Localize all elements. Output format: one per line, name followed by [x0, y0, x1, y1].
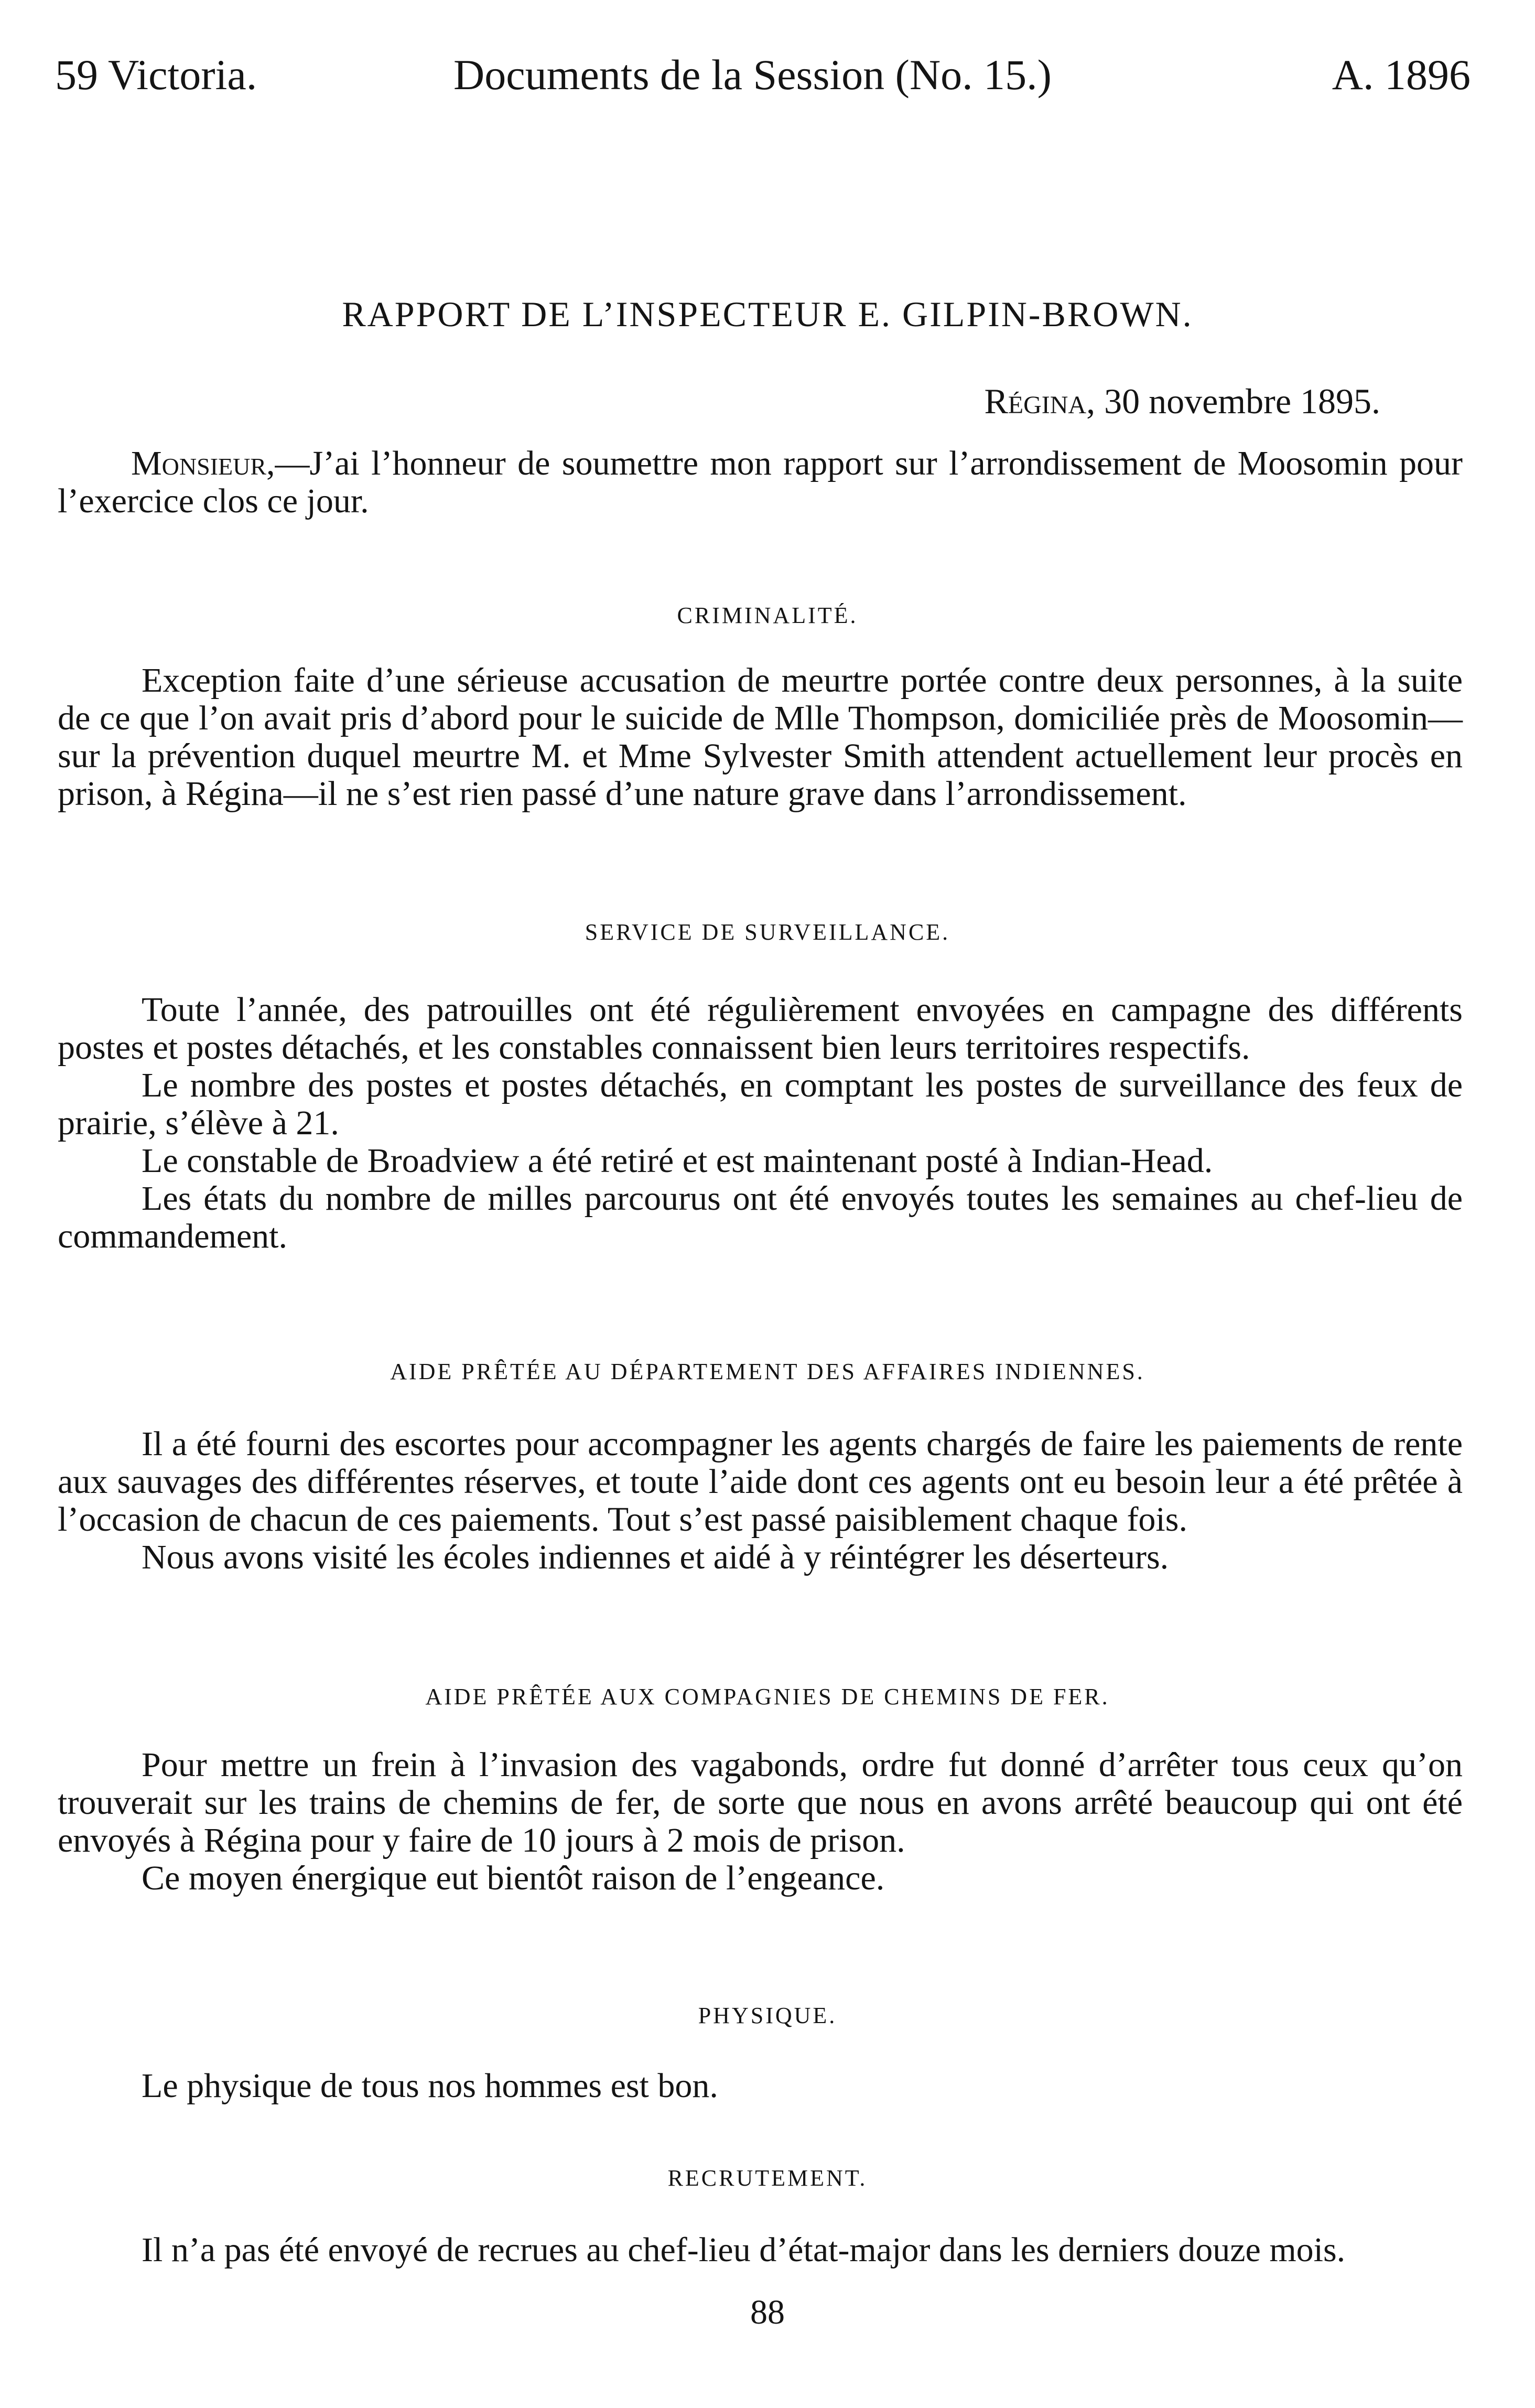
paragraph: Le physique de tous nos hommes est bon. [142, 2067, 718, 2105]
section-heading-surveillance: SERVICE DE SURVEILLANCE. [585, 919, 950, 945]
paragraph: Il a été fourni des escortes pour accompagner les agents chargés de faire les paiements de rente aux sauvages des différentes réserves, et toute l’aide dont ces agents ont eu besoin leur a été prêtée à l’occasion de chacun de ces paiements. Tout s’est passé paisiblement chaque fois. [58, 1425, 1463, 1539]
paragraph: Toute l’année, des patrouilles ont été régulièrement envoyées en campagne des différents postes et postes détachés, et les constables connaissent bien leurs territoires respectifs. [58, 991, 1463, 1067]
header-year: A. 1896 [1332, 51, 1471, 99]
paragraph: Le nombre des postes et postes détachés, en comptant les postes de surveillance des feux de prairie, s’élève à 21. [58, 1066, 1463, 1142]
section-body-surveillance [58, 991, 1463, 1255]
paragraph: Ce moyen énergique eut bientôt raison de l’engeance. [142, 1859, 885, 1897]
header-session: Documents de la Session (No. 15.) [453, 51, 1052, 99]
running-header [55, 50, 1471, 113]
dateline [984, 381, 1380, 422]
paragraph: Nous avons visité les écoles indiennes et aidé à y réintégrer les déserteurs. [142, 1538, 1169, 1576]
section-body-physique [58, 2067, 1463, 2105]
section-body-affaires-indiennes [58, 1425, 1463, 1576]
paragraph: Les états du nombre de milles parcourus ont été envoyés toutes les semaines au chef-lieu de commandement. [58, 1179, 1463, 1255]
report-title: RAPPORT DE L’INSPECTEUR E. GILPIN-BROWN. [342, 294, 1193, 334]
section-heading-criminalite: CRIMINALITÉ. [677, 603, 858, 628]
header-volume: 59 Victoria. [55, 51, 257, 99]
section-heading-physique: PHYSIQUE. [698, 2003, 837, 2028]
section-body-recrutement [58, 2231, 1463, 2269]
salutation-address: Monsieur [131, 444, 267, 482]
dateline-date: , 30 novembre 1895. [1086, 381, 1380, 421]
salutation-block [58, 445, 1463, 520]
section-heading-recrutement: RECRUTEMENT. [667, 2165, 868, 2191]
section-body-criminalite [58, 662, 1463, 813]
section-heading-chemins-de-fer: AIDE PRÊTÉE AUX COMPAGNIES DE CHEMINS DE FER. [425, 1684, 1110, 1710]
salutation-text: ,—J’ai l’honneur de soumettre mon rapport sur l’arrondissement de Moosomin pour l’exercice clos ce jour. [58, 444, 1463, 520]
paragraph: Il n’a pas été envoyé de recrues au chef-lieu d’état-major dans les derniers douze mois. [142, 2231, 1346, 2269]
paragraph: Exception faite d’une sérieuse accusation de meurtre portée contre deux personnes, à la suite de ce que l’on avait pris d’abord pour le suicide de Mlle Thompson, domiciliée près de Moosomin—sur la prévention duquel meurtre M. et Mme Sylvester Smith attendent actuellement leur procès en prison, à Régina—il ne s’est rien passé d’une nature grave dans l’arrondissement. [58, 661, 1463, 813]
page-number: 88 [750, 2293, 785, 2331]
salutation-paragraph [58, 445, 1463, 520]
section-body-chemins-de-fer [58, 1746, 1463, 1897]
paragraph: Pour mettre un frein à l’invasion des vagabonds, ordre fut donné d’arrêter tous ceux qu’on trouverait sur les trains de chemins de fer, de sorte que nous en avons arrêté beaucoup qui ont été envoyés à Régina pour y faire de 10 jours à 2 mois de prison. [58, 1746, 1463, 1859]
section-heading-affaires-indiennes: AIDE PRÊTÉE AU DÉPARTEMENT DES AFFAIRES INDIENNES. [390, 1359, 1145, 1384]
dateline-place: Régina [984, 381, 1087, 421]
paragraph: Le constable de Broadview a été retiré et est maintenant posté à Indian-Head. [142, 1142, 1213, 1180]
